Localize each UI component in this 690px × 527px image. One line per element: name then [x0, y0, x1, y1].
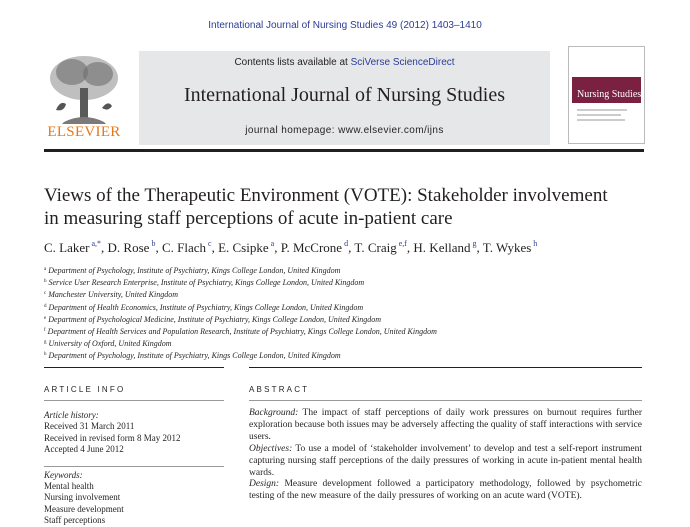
contents-prefix: Contents lists available at	[234, 57, 351, 68]
title-line-2: in measuring staff perceptions of acute in-patient care	[44, 208, 453, 229]
keywords-label: Keywords:	[44, 469, 83, 480]
affiliation: $^a$ Department of Psychology, Institute of Psychiatry, Kings College London, United Kingdom	[44, 266, 341, 275]
author[interactable]: D. Rose $^b$	[107, 239, 156, 255]
author[interactable]: T. Craig $^{e,f}$	[354, 239, 407, 255]
author[interactable]: E. Csipke $^a$	[218, 239, 275, 255]
abstract-heading: ABSTRACT	[249, 385, 310, 394]
abstract-background: Background: The impact of staff perceptions of daily work pressures on burnout requires further exploration because both issues may be adversely affecting the quality of staff interactions with service users.	[249, 408, 642, 442]
affiliation: $^d$ Department of Health Economics, Institute of Psychiatry, Kings College London, United Kingdom	[44, 302, 364, 312]
abstract-objectives: Objectives: To use a model of ‘stakeholder involvement’ to develop and test a self-report instrument capturing nursing staff perceptions of the daily pressures of working in acute in-patient mental health wards.	[249, 443, 642, 478]
abstract-top-rule	[249, 367, 642, 368]
author[interactable]: T. Wykes $^h$	[482, 239, 538, 255]
author[interactable]: H. Kelland $^g$	[413, 239, 477, 255]
info-top-rule	[44, 367, 224, 368]
abstract-body	[249, 408, 642, 503]
history-label: Article history:	[44, 410, 99, 420]
title-line-1: Views of the Therapeutic Environment (VOTE): Stakeholder involvement	[44, 185, 608, 206]
journal-cover-thumbnail	[568, 46, 645, 144]
header-rule	[44, 149, 644, 152]
abstract-sub-rule	[249, 400, 642, 401]
received-date: Received 31 March 2011	[44, 421, 135, 432]
affiliation: $^f$ Department of Health Services and Population Research, Institute of Psychiatry, Kings College London, United Kingdom	[44, 327, 437, 337]
keyword: Measure development	[44, 503, 124, 514]
author-list: C. Laker $^{a,*}$, D. Rose $^b$, C. Flach $^c$, E. Csipke $^a$, P. McCrone $^d$, T. Craig $^{e,f}$, H. Kelland $^g$, T. Wykes $^h$	[44, 239, 538, 255]
revised-date: Received in revised form 8 May 2012	[44, 432, 181, 443]
article-title	[44, 184, 664, 230]
journal-banner	[139, 51, 550, 145]
keywords-rule	[44, 466, 224, 467]
cover-art	[569, 47, 644, 143]
accepted-date: Accepted 4 June 2012	[44, 444, 124, 455]
cover-title: Nursing Studies	[577, 89, 642, 100]
affiliation: $^h$ Department of Psychology, Institute of Psychiatry, Kings College London, United Kingdom	[44, 351, 341, 361]
affiliation: $^e$ Department of Psychological Medicine, Institute of Psychiatry, Kings College London, United Kingdom	[44, 314, 382, 324]
keyword: Nursing involvement	[44, 492, 121, 503]
journal-homepage[interactable]: journal homepage: www.elsevier.com/ijns	[245, 125, 444, 136]
author[interactable]: C. Flach $^c$	[161, 239, 212, 255]
article-info-heading: ARTICLE INFO	[44, 385, 126, 394]
keyword: Staff perceptions	[44, 515, 106, 526]
affiliation: $^b$ Service User Research Enterprise, Institute of Psychiatry, Kings College London, United Kingdom	[44, 278, 365, 288]
author[interactable]: P. McCrone $^d$	[280, 239, 349, 255]
article-info-panel	[44, 410, 224, 527]
sciencedirect-link[interactable]: SciVerse ScienceDirect	[350, 57, 455, 68]
keyword: Mental health	[44, 481, 94, 492]
contents-line	[139, 57, 550, 68]
author[interactable]: C. Laker $^{a,*}$	[44, 239, 102, 255]
affiliation: $^g$ University of Oxford, United Kingdom	[44, 339, 172, 349]
elsevier-wordmark: ELSEVIER	[47, 124, 121, 140]
journal-citation[interactable]: International Journal of Nursing Studies 49 (2012) 1403–1410	[208, 20, 482, 31]
journal-name: International Journal of Nursing Studies	[183, 84, 506, 106]
affiliation: $^c$ Manchester University, United Kingdom	[44, 290, 178, 300]
abstract-design: Design: Measure development followed a participatory methodology, followed by psychometric testing of the new measure of the daily pressures of working on an acute ward (VOTE).	[249, 479, 643, 502]
info-sub-rule	[44, 400, 224, 401]
affiliation-list	[44, 264, 664, 362]
